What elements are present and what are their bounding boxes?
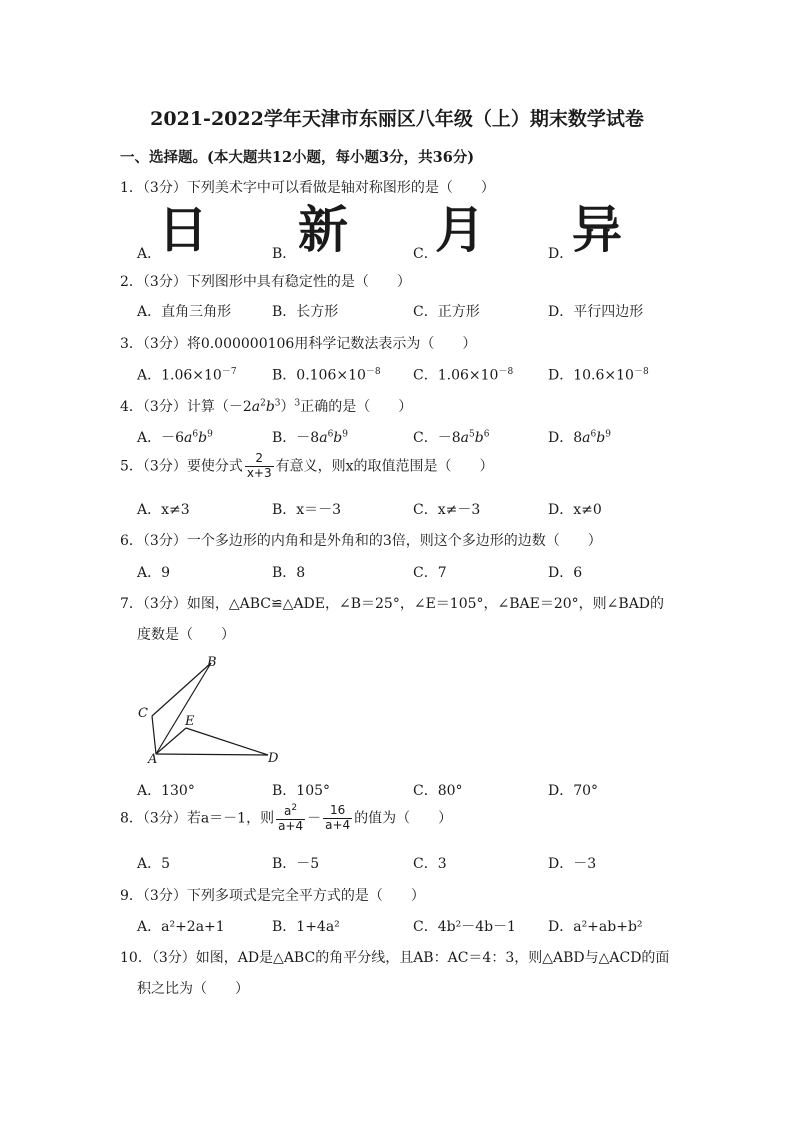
page-title: 2021-2022学年天津市东丽区八年级（上）期末数学试卷 [150,108,644,130]
q1-option-a-char: 日 [158,201,208,259]
question-9-stem: 9．（3分）下列多项式是完全平方式的是（ ） [120,888,425,904]
question-7-stem-line2: 度数是（ ） [137,627,235,643]
q5-option-b: B．x＝－3 [272,502,342,518]
q4-option-a: A．$-6a^6b^9$ [137,429,213,446]
q1-option-c-char: 月 [435,201,485,259]
q3-option-d-exp: －8 [633,367,649,377]
q3-option-c [413,364,513,385]
q2-option-b: B．长方形 [272,304,339,320]
q8-fraction-2: $\frac{16}{a+4}$ [325,803,351,832]
q3-option-b-base: B．0.106×10 [272,367,366,384]
q8-option-d: D．－3 [548,856,597,872]
q1-option-c-label: C． [413,246,438,262]
q3-option-c-base: C．1.06×10 [413,367,499,384]
q7-label-a: A [148,752,158,767]
q9-option-b: B．1+4a² [272,919,340,935]
question-5-stem: 5．（3分）要使分式 $\frac{2}{x+3}$ 有意义，则x的取值范围是（ ） [120,451,494,480]
q5-option-c: C．x≠－3 [413,502,481,518]
q6-option-d: D．6 [548,565,583,581]
q4-option-d: D．$8a^6b^9$ [548,429,611,446]
q3-option-c-exp: －8 [498,367,514,377]
question-3-stem: 3．（3分）将0.000000106用科学记数法表示为（ ） [120,336,477,352]
q1-option-d-label: D． [548,246,574,262]
q3-option-d-base: D．10.6×10 [548,367,634,384]
question-2-stem: 2．（3分）下列图形中具有稳定性的是（ ） [120,274,411,290]
q7-option-d: D．70° [548,783,599,799]
q3-option-b-exp: －8 [365,367,381,377]
question-1-stem: 1．（3分）下列美术字中可以看做是轴对称图形的是（ ） [120,180,495,196]
q7-label-e: E [185,714,195,729]
q4-option-c: C．$-8a^5b^6$ [413,429,490,446]
q9-option-c: C．4b²－4b－1 [413,919,516,935]
q7-label-d: D [268,751,279,766]
q2-option-a: A．直角三角形 [137,304,232,320]
q7-triangle-figure [130,648,290,768]
q9-option-d: D．a²+ab+b² [548,919,643,935]
question-4-stem: 4．（3分）计算$(-2a^2b^3)^3$正确的是（ ） [120,398,413,415]
question-6-stem: 6．（3分）一个多边形的内角和是外角和的3倍，则这个多边形的边数（ ） [120,533,602,549]
q5-fraction: $\frac{2}{x+3}$ [246,451,272,480]
q3-option-a-exp: －7 [221,367,237,377]
question-10-stem-line1: 10．（3分）如图，AD是△ABC的角平分线，且AB：AC＝4：3，则△ABD与△ACD的面 [120,950,670,966]
q3-option-b [272,364,381,385]
q8-option-c: C．3 [413,856,447,872]
q3-option-a [137,364,237,385]
q7-label-c: C [138,706,148,721]
q8-option-a: A．5 [137,856,171,872]
q8-option-b: B．－5 [272,856,320,872]
q3-option-d [548,364,649,385]
q1-option-a-label: A． [137,246,162,262]
q8-fraction-1: $\frac{a^2}{a+4}$ [278,803,304,833]
q2-option-c: C．正方形 [413,304,480,320]
question-10-stem-line2: 积之比为（ ） [137,981,249,997]
q2-option-d: D．平行四边形 [548,304,644,320]
q5-option-a: A．x≠3 [137,502,190,518]
q1-option-b-char: 新 [298,201,348,259]
section-heading: 一、选择题。(本大题共12小题，每小题3分，共36分) [120,149,475,166]
q5-option-d: D．x≠0 [548,502,602,518]
question-7-stem-line1: 7．（3分）如图，△ABC≌△ADE，∠B＝25°，∠E＝105°，∠BAE＝20°，则∠BAD的 [120,596,665,612]
q4-option-b: B．$-8a^6b^9$ [272,429,348,446]
q7-option-c: C．80° [413,783,463,799]
q7-option-a: A．130° [137,783,195,799]
q7-option-b: B．105° [272,783,331,799]
q9-option-a: A．a²+2a+1 [137,919,225,935]
q7-label-b: B [207,655,217,670]
q6-option-c: C．7 [413,565,447,581]
q3-option-a-base: A．1.06×10 [137,367,222,384]
q6-option-a: A．9 [137,565,171,581]
q1-option-b-label: B． [272,246,297,262]
question-8-stem: 8．（3分）若a＝－1，则 $\frac{a^2}{a+4}$ － $\frac{16}{a+4}$ 的值为（ ） [120,803,453,833]
q1-option-d-char: 异 [572,201,622,259]
q6-option-b: B．8 [272,565,306,581]
